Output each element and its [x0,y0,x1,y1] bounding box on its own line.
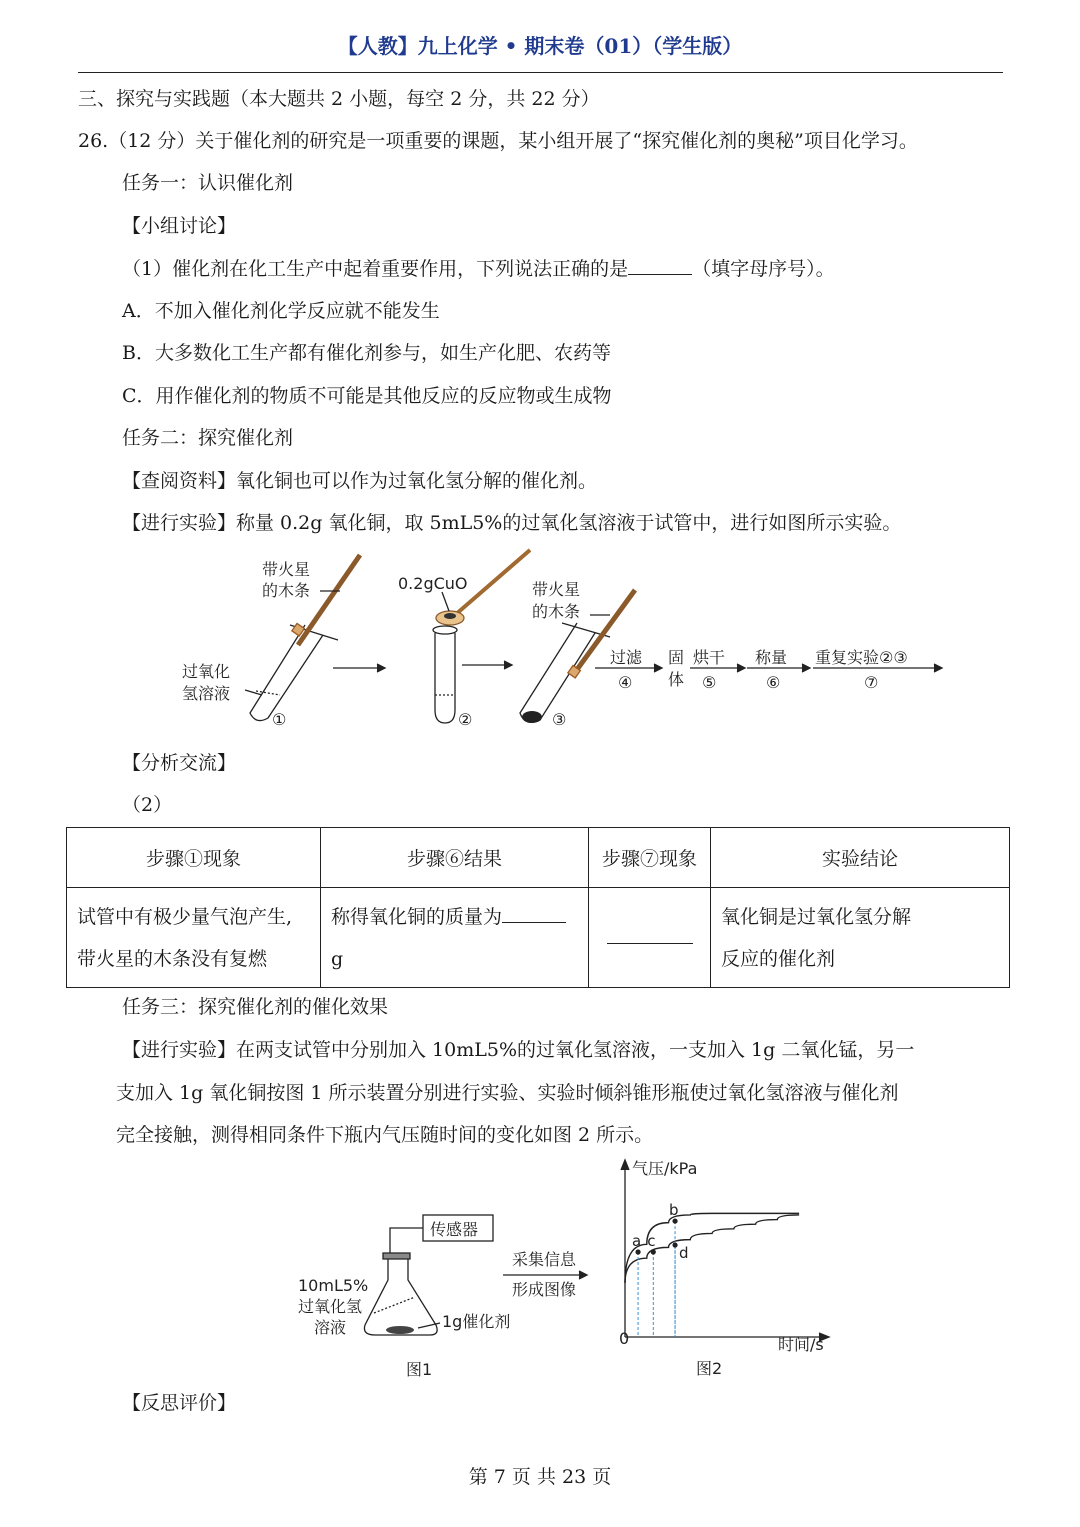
exp3-text-line2: 支加入 1g 氧化铜按图 1 所示装置分别进行实验、实验时倾斜锥形瓶使过氧化氢溶液与催化剂 [116,1082,899,1104]
test-tube-2 [435,633,455,723]
form-image-label: 形成图像 [512,1280,577,1299]
point-marker-a [635,1249,640,1254]
solution-name-label: 过氧化氢 [298,1297,363,1316]
cell-text: 试管中有极少量气泡产生, [77,905,293,928]
answer-blank-1[interactable] [628,255,692,275]
step-2-marker: ② [458,710,473,729]
splint-label-3-line1: 带火星 [532,580,581,599]
cell-conclusion [711,888,1010,988]
table-header: 步骤⑥结果 [321,828,589,888]
task1-title: 任务一：认识催化剂 [122,172,294,194]
stopper [383,1253,410,1259]
point-marker-c [651,1249,656,1254]
point-marker-b [672,1218,677,1223]
option-c: C．用作催化剂的物质不可能是其他反应的反应物或生成物 [122,385,612,407]
origin-label: 0 [619,1329,630,1348]
page-footer: 第 7 页 共 23 页 [468,1466,612,1488]
cell-step1-phenomenon [67,888,321,988]
figure-1-caption: 图1 [406,1360,433,1379]
collect-label: 采集信息 [512,1250,577,1269]
figure-1-apparatus [290,1195,610,1385]
test-tube-3 [520,623,595,722]
question-intro: 26.（12 分）关于催化剂的研究是一项重要的课题，某小组开展了“探究催化剂的奥秘”项目化学习。 [78,130,918,152]
task2-title: 任务二：探究催化剂 [122,427,294,449]
page-header-title: 【人教】九上化学 • 期末卷（01）（学生版） [337,34,743,58]
splint-label-1-line2b: 的木条 [262,581,311,600]
option-b: B．大多数化工生产都有催化剂参与，如生产化肥、农药等 [122,342,611,364]
header-divider [78,72,1003,73]
step-7-marker: ⑦ [864,673,879,692]
task3-title: 任务三：探究催化剂的催化效果 [122,996,389,1018]
experiment-text: 【进行实验】称量 0.2g 氧化铜，取 5mL5%的过氧化氢溶液于试管中，进行如图所示实验。 [122,512,902,534]
solution-label-line1: 过氧化 [182,662,231,681]
splint-label-3-line2: 的木条 [532,602,581,621]
point-label-d: d [679,1244,689,1263]
cell-step6-result [321,888,589,988]
table-row [67,888,1010,988]
point-label-b: b [669,1201,679,1220]
group-discussion-label: 【小组讨论】 [122,215,237,237]
analysis-label: 【分析交流】 [122,752,237,774]
step-4-marker: ④ [618,673,633,692]
answer-blank-phenomenon[interactable] [607,924,693,944]
point-marker-d [672,1242,677,1247]
question-2-label: （2） [122,794,173,816]
y-axis-label: 气压/kPa [632,1159,698,1178]
results-table [66,827,1010,988]
cell-text: 反应的催化剂 [721,947,836,970]
splint-label-1-line1: 带火星 [262,560,311,579]
y-axis-arrow [621,1160,629,1170]
table-header: 实验结论 [711,828,1010,888]
table-header-row [67,828,1010,888]
catalyst-pellets [386,1326,414,1334]
cell-text: 带火星的木条没有复燃 [77,947,268,970]
reference-text: 【查阅资料】氧化铜也可以作为过氧化氢分解的催化剂。 [122,470,598,492]
step-6-marker: ⑥ [766,673,781,692]
step-3-marker: ③ [552,710,567,729]
point-label-a: a [632,1232,642,1250]
repeat-label: 重复实验②③ [815,648,908,667]
cuo-label: 0.2gCuO [398,574,468,593]
dry-label: 烘干 [693,648,726,667]
reflection-label: 【反思评价】 [122,1392,237,1414]
sensor-wire [390,1228,423,1253]
figure-2-pressure-chart [610,1152,840,1380]
figure-2-caption: 图2 [696,1359,723,1378]
option-a: A．不加入催化剂化学反应就不能发生 [122,300,440,322]
solution-label-line2: 氢溶液 [182,684,231,703]
answer-blank-mass[interactable] [502,903,566,923]
solid-label-line1: 固 [668,648,685,667]
exp3-text-line3: 完全接触，测得相同条件下瓶内气压随时间的变化如图 2 所示。 [116,1124,654,1146]
solution-conc-label: 10mL5% [298,1276,369,1295]
weigh-label: 称量 [755,648,788,667]
sensor-label: 传感器 [430,1220,479,1239]
question-1 [122,255,835,282]
exp3-text-line1: 【进行实验】在两支试管中分别加入 10mL5%的过氧化氢溶液，一支加入 1g 二氧化锰，另一 [122,1039,915,1061]
table-header: 步骤⑦现象 [589,828,711,888]
question-1-stem: （1）催化剂在化工生产中起着重要作用，下列说法正确的是 [122,258,629,280]
step-1-marker: ① [272,710,287,729]
filter-label: 过滤 [610,648,643,667]
x-axis-label: 时间/s [778,1335,824,1354]
catalyst-label: 1g催化剂 [442,1312,511,1331]
cell-text: 氧化铜是过氧化氢分解 [721,905,912,928]
experiment-flow-diagram [170,545,950,735]
step-5-marker: ⑤ [702,673,717,692]
question-1-hint: （填字母序号）。 [692,258,835,280]
test-tube-1 [250,625,323,721]
point-label-c: c [647,1232,656,1250]
section-heading: 三、探究与实践题（本大题共 2 小题，每空 2 分，共 22 分） [78,88,600,110]
solution-suffix-label: 溶液 [314,1318,347,1337]
table-header: 步骤①现象 [67,828,321,888]
cell-step7-phenomenon [589,888,711,988]
conical-flask [364,1259,437,1335]
cell-unit: g [331,947,344,970]
solid-label-line2: 体 [668,670,685,689]
cell-text: 称得氧化铜的质量为 [331,905,503,928]
